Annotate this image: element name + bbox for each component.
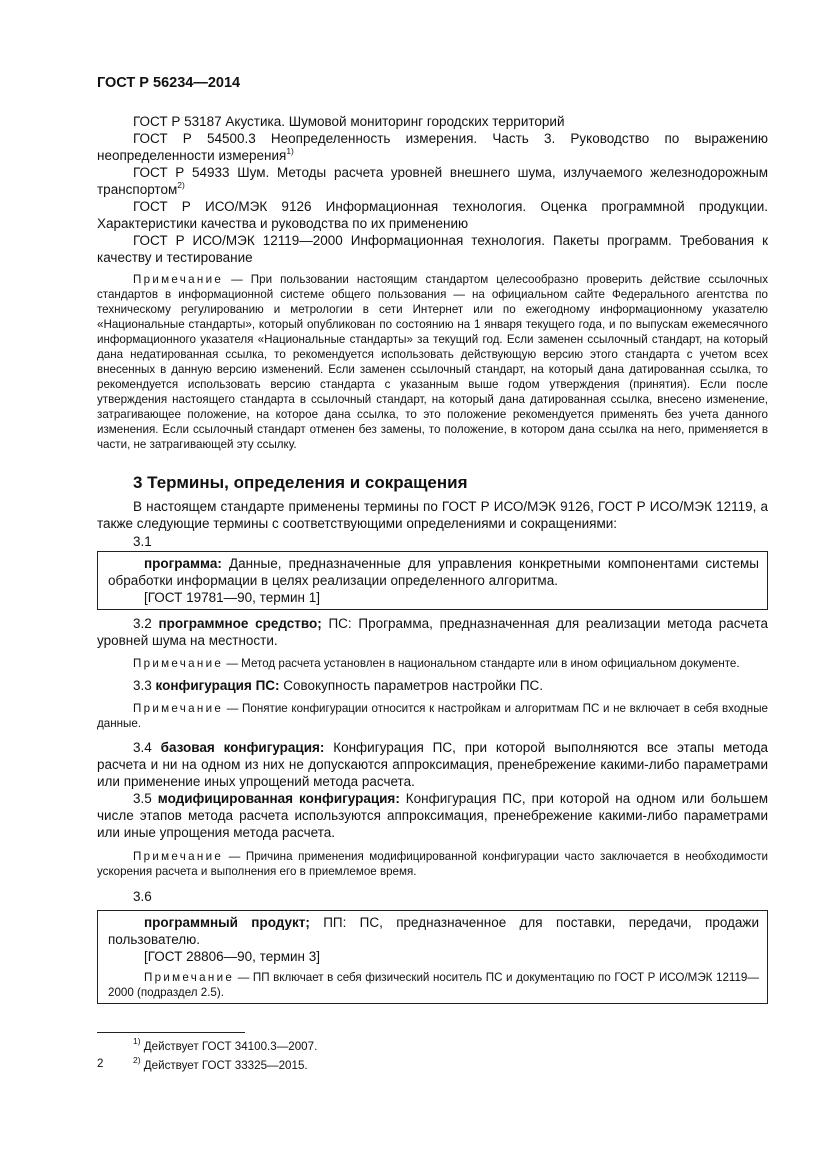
term-name: базовая конфигурация: (160, 740, 325, 755)
term-name: программа: (144, 556, 222, 571)
footnote-separator (97, 1032, 245, 1033)
reference-item: ГОСТ Р 54500.3 Неопределенность измерения. Часть 3. Руководство по выражению неопределенности измерения$^{1)}$ (97, 131, 768, 163)
term-3-5: 3.5 модифицированная конфигурация: Конфигурация ПС, при которой на одном или большем числе этапов метода расчета используются аппроксимация, пренебрежение какими-либо параметрами или иные упрощения метода расчета. (97, 791, 768, 840)
term-box-3-6 (97, 910, 768, 1004)
term-name: конфигурация ПС: (155, 678, 280, 693)
term-name: программный продукт; (144, 915, 310, 930)
term-note: Примечание — Понятие конфигурации относится к настройкам и алгоритмам ПС и не включает в себя входные данные. (97, 702, 768, 730)
footnote-mark: 1) (286, 146, 294, 156)
document-header: ГОСТ Р 56234—2014 (97, 75, 241, 91)
term-note: Примечание — Метод расчета установлен в национальном стандарте или в ином официальном документе. (133, 657, 740, 670)
term-name: программное средство; (158, 616, 322, 631)
term-definition: программный продукт; ПП: ПС, предназначенное для поставки, передачи, продажи пользователю. (108, 915, 759, 947)
footnote-mark: 2) (177, 180, 185, 190)
page-number: 2 (97, 1057, 104, 1070)
references-note: Примечание — При пользовании настоящим стандартом целесообразно проверить действие ссылочных стандартов в информационной системе общего пользования — на официальном сайте Федерального агентства по техническому регулированию и метрологии в сети Интернет или по ежегодному информационному указателю «Национальные стандарты», который опубликован по состоянию на 1 января текущего года, и по выпускам ежемесячного информационного указателя «Национальные стандарты» за текущий год. Если заменен ссылочный стандарт, на который дана недатированная ссылка, то рекомендуется использовать действующую версию этого стандарта с учетом всех внесенных в данную версию изменений. Если заменен ссылочный стандарт, на который дана датированная ссылка, то рекомендуется использовать версию стандарта с указанным выше годом утверждения (принятия). Если после утверждения настоящего стандарта в ссылочный стандарт, на который дана датированная ссылка, внесено изменение, затрагивающее положение, на которое дана ссылка, то это положение рекомендуется применять без учета данного изменения. Если ссылочный стандарт отменен без замены, то положение, в котором дана ссылка на него, применяется в части, не затрагивающей эту ссылку. (97, 273, 768, 451)
term-3-2: 3.2 программное средство; ПС: Программа, предназначенная для реализации метода расчета уровней шума на местности. (97, 616, 768, 648)
normative-references (97, 113, 768, 266)
term-note: Примечание — ПП включает в себя физический носитель ПС и документацию по ГОСТ Р ИСО/МЭК 12119—2000 (подраздел 2.5). (108, 971, 759, 999)
reference-item: ГОСТ Р 54933 Шум. Методы расчета уровней внешнего шума, излучаемого железнодорожным транспортом$^{2)}$ (97, 165, 768, 197)
term-number: 3.6 (133, 889, 152, 904)
page-content (97, 113, 768, 1073)
term-3-3: 3.3 конфигурация ПС: Совокупность параметров настройки ПС. (133, 678, 544, 693)
reference-item: ГОСТ Р ИСО/МЭК 9126 Информационная технология. Оценка программной продукции. Характеристики качества и руководства по их применению (97, 199, 768, 231)
section-intro: В настоящем стандарте применены термины по ГОСТ Р ИСО/МЭК 9126, ГОСТ Р ИСО/МЭК 12119, а также следующие термины с соответствующими определениями и сокращениями: (97, 499, 768, 531)
term-3-4: 3.4 базовая конфигурация: Конфигурация ПС, при которой выполняются все этапы метода расчета и ни на одном из них не допускаются аппроксимация, пренебрежение какими-либо параметрами или применение иных упрощений метода расчета. (97, 740, 768, 789)
section-title: 3 Термины, определения и сокращения (133, 473, 468, 492)
footnote: $^{2)}$ Действует ГОСТ 33325—2015. (133, 1055, 308, 1072)
reference-item: ГОСТ Р ИСО/МЭК 12119—2000 Информационная технология. Пакеты программ. Требования к качеству и тестирование (97, 233, 768, 265)
term-definition: программа: Данные, предназначенные для управления конкретными компонентами системы обработки информации в целях реализации определенного алгоритма. (108, 556, 759, 588)
term-source: [ГОСТ 19781—90, термин 1] (144, 590, 320, 605)
note-label: Примечание (133, 273, 224, 286)
term-box-3-1 (97, 551, 768, 610)
term-name: модифицированная конфигурация: (157, 791, 400, 806)
reference-item: ГОСТ Р 53187 Акустика. Шумовой мониторинг городских территорий (133, 114, 565, 129)
term-number: 3.1 (133, 534, 152, 549)
footnote: $^{1)}$ Действует ГОСТ 34100.3—2007. (133, 1036, 318, 1053)
term-note: Примечание — Причина применения модифицированной конфигурации часто заключается в необходимости ускорения расчета и выполнения его в приемлемое время. (97, 850, 768, 878)
term-source: [ГОСТ 28806—90, термин 3] (144, 949, 320, 964)
